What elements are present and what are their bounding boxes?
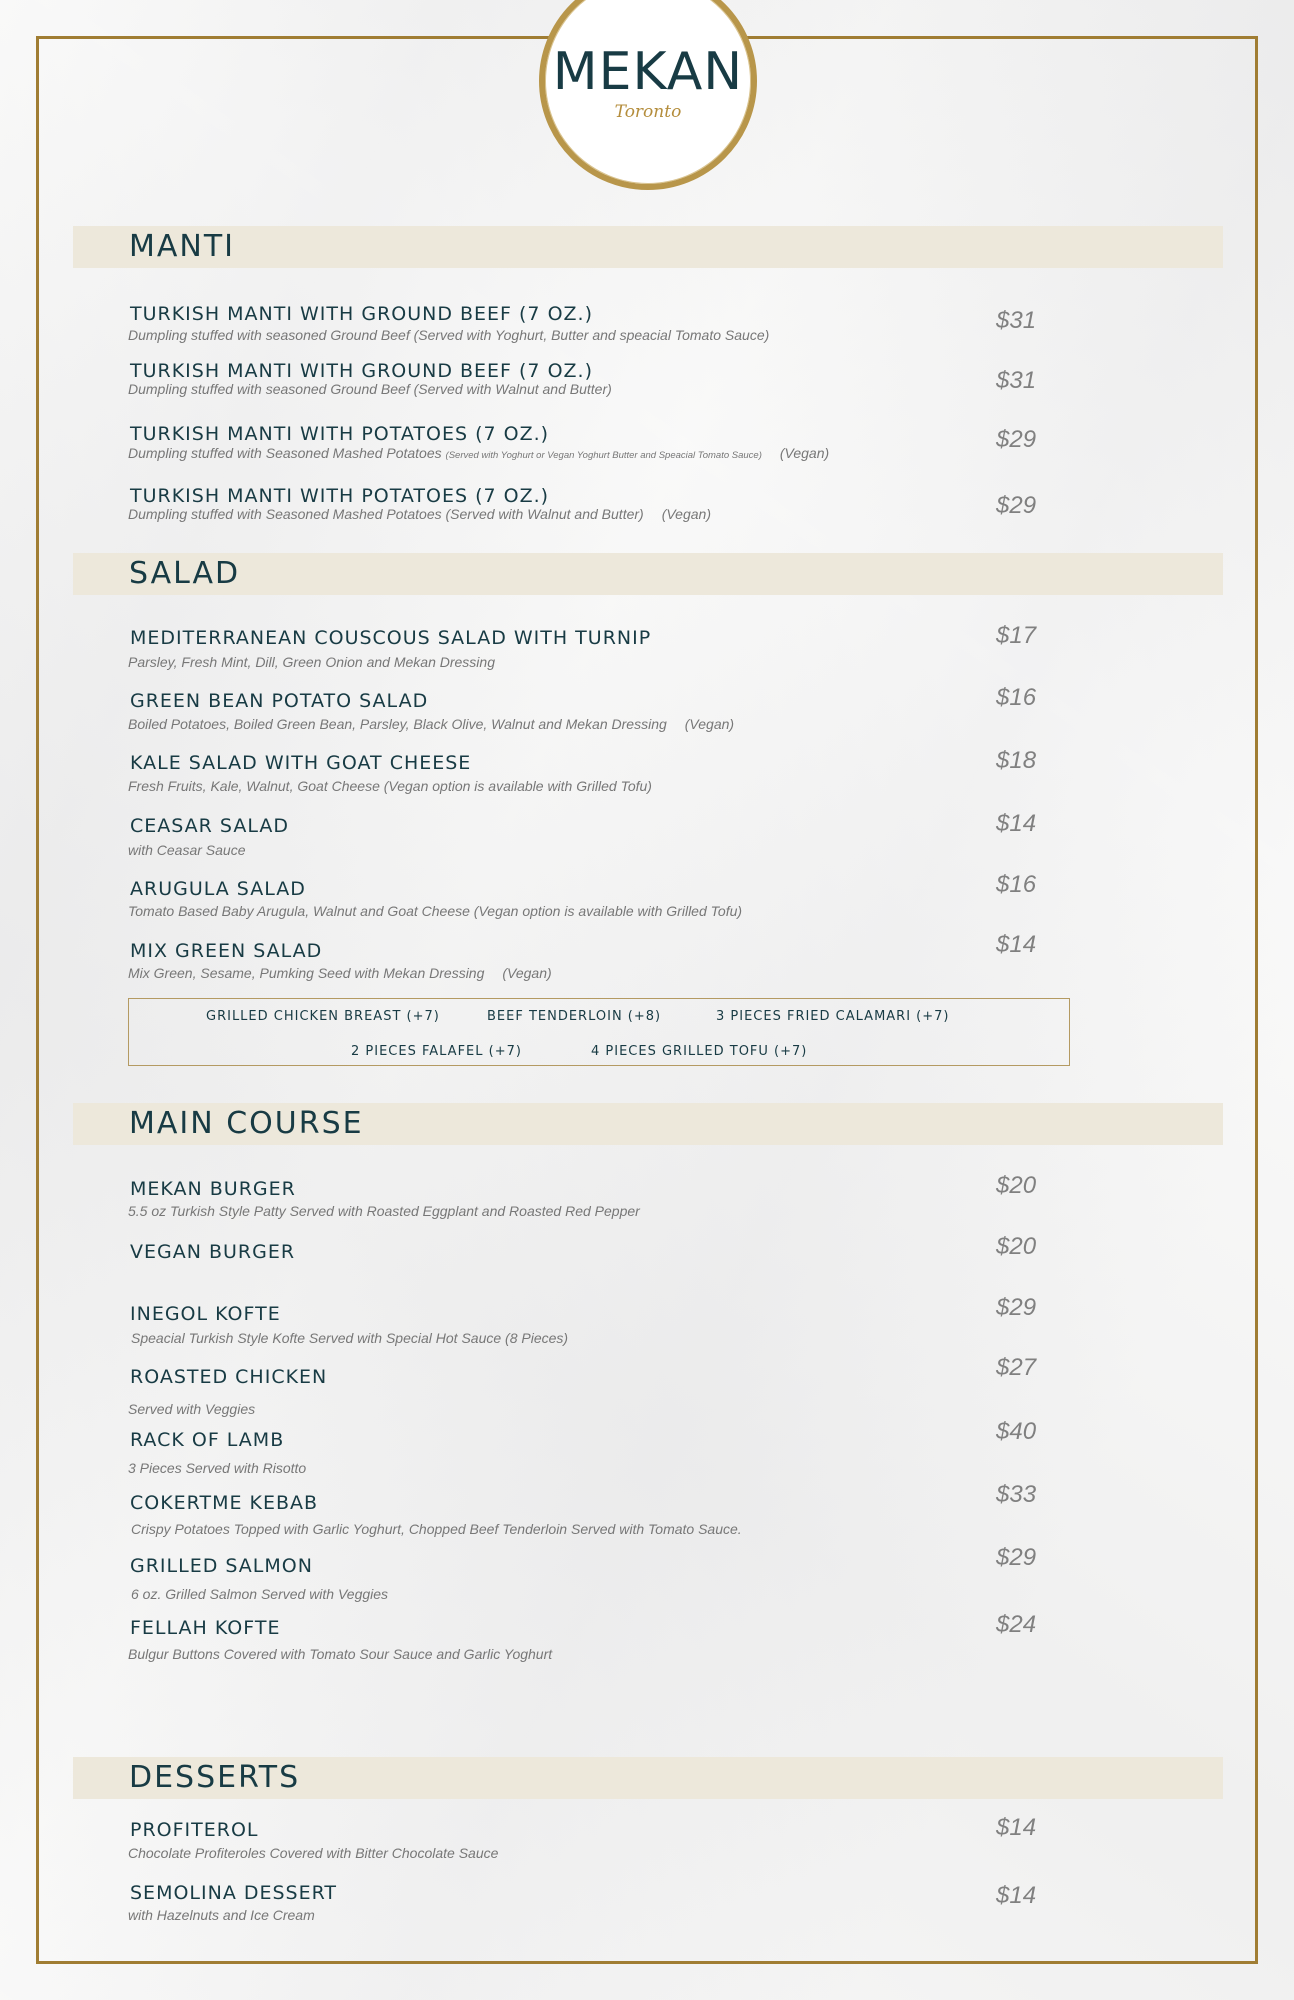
item-name: TURKISH MANTI WITH POTATOES (7 OZ.) — [130, 485, 550, 507]
item-description-main: Dumpling stuffed with Seasoned Mashed Potatoes (Served with Walnut and Butter) — [128, 506, 644, 522]
section-title: SALAD — [129, 556, 241, 591]
section-title: MAIN COURSE — [129, 1106, 364, 1141]
vegan-tag: (Vegan) — [684, 716, 735, 732]
item-name: GREEN BEAN POTATO SALAD — [130, 690, 429, 712]
item-name: MIX GREEN SALAD — [130, 940, 323, 962]
item-description — [128, 716, 734, 732]
item-price: $29 — [996, 492, 1037, 519]
addon-option: 3 PIECES FRIED CALAMARI (+7) — [716, 1009, 950, 1024]
vegan-tag: (Vegan) — [779, 445, 830, 461]
item-description: Dumpling stuffed with seasoned Ground Beef (Served with Yoghurt, Butter and speacial Tomato Sauce) — [128, 327, 770, 343]
item-name: ARUGULA SALAD — [130, 878, 306, 900]
item-price: $27 — [996, 1354, 1037, 1381]
item-price: $24 — [996, 1611, 1037, 1638]
item-price: $14 — [996, 1882, 1037, 1909]
addon-option: GRILLED CHICKEN BREAST (+7) — [206, 1009, 440, 1024]
section-title: DESSERTS — [129, 1760, 301, 1795]
item-price: $20 — [996, 1233, 1037, 1260]
item-price: $14 — [996, 931, 1037, 958]
item-description-main: Dumpling stuffed with Seasoned Mashed Potatoes — [128, 445, 442, 461]
item-name: MEKAN BURGER — [130, 1178, 296, 1200]
item-description: with Hazelnuts and Ice Cream — [128, 1907, 315, 1923]
item-name: ROASTED CHICKEN — [130, 1366, 328, 1388]
addon-option: 4 PIECES GRILLED TOFU (+7) — [591, 1044, 808, 1059]
item-description: 6 oz. Grilled Salmon Served with Veggies — [131, 1586, 389, 1602]
item-name: VEGAN BURGER — [130, 1241, 296, 1263]
item-description: Chocolate Profiteroles Covered with Bitter Chocolate Sauce — [128, 1845, 499, 1861]
item-description-main: Mix Green, Sesame, Pumking Seed with Mekan Dressing — [128, 965, 485, 981]
item-name: TURKISH MANTI WITH POTATOES (7 OZ.) — [130, 423, 550, 445]
restaurant-name: MEKAN — [552, 42, 744, 102]
item-description: Parsley, Fresh Mint, Dill, Green Onion and Mekan Dressing — [128, 654, 495, 670]
item-description — [128, 445, 829, 464]
item-description: 3 Pieces Served with Risotto — [128, 1460, 307, 1476]
section-header-main-course — [73, 1103, 1223, 1145]
section-header-manti — [73, 226, 1223, 268]
item-description: Crispy Potatoes Topped with Garlic Yoghurt, Chopped Beef Tenderloin Served with Tomato Sauce. — [131, 1521, 742, 1537]
item-name: SEMOLINA DESSERT — [130, 1882, 338, 1904]
item-description-main: Boiled Potatoes, Boiled Green Bean, Parsley, Black Olive, Walnut and Mekan Dressing — [128, 716, 667, 732]
item-name: FELLAH KOFTE — [130, 1617, 281, 1639]
section-header-salad — [73, 553, 1223, 595]
item-description: Bulgur Buttons Covered with Tomato Sour Sauce and Garlic Yoghurt — [128, 1646, 553, 1662]
item-name: MEDITERRANEAN COUSCOUS SALAD WITH TURNIP — [130, 627, 652, 649]
section-header-desserts — [73, 1757, 1223, 1799]
item-price: $20 — [996, 1172, 1037, 1199]
vegan-tag: (Vegan) — [502, 965, 552, 981]
logo — [539, 0, 757, 190]
item-description-note: (Served with Yoghurt or Vegan Yoghurt Butter and Speacial Tomato Sauce) — [445, 450, 762, 461]
item-name: TURKISH MANTI WITH GROUND BEEF (7 OZ.) — [130, 303, 593, 325]
item-description: Dumpling stuffed with seasoned Ground Beef (Served with Walnut and Butter) — [128, 381, 612, 397]
item-price: $14 — [996, 1814, 1037, 1841]
item-name: INEGOL KOFTE — [130, 1303, 281, 1325]
item-price: $40 — [996, 1418, 1037, 1445]
item-price: $29 — [996, 1294, 1037, 1321]
item-description: Served with Veggies — [128, 1401, 256, 1417]
restaurant-city: Toronto — [614, 102, 682, 122]
salad-addons-box — [128, 998, 1070, 1066]
item-name: KALE SALAD WITH GOAT CHEESE — [130, 752, 472, 774]
item-description — [128, 965, 552, 981]
item-price: $33 — [996, 1481, 1037, 1508]
item-price: $16 — [996, 871, 1037, 898]
addon-option: 2 PIECES FALAFEL (+7) — [351, 1044, 522, 1059]
item-description: Tomato Based Baby Arugula, Walnut and Goat Cheese (Vegan option is available with Grilled Tofu) — [128, 903, 743, 919]
item-description — [128, 506, 711, 522]
item-name: GRILLED SALMON — [130, 1555, 313, 1577]
item-description: with Ceasar Sauce — [128, 842, 246, 858]
vegan-tag: (Vegan) — [661, 506, 711, 522]
item-name: CEASAR SALAD — [130, 815, 289, 837]
item-price: $16 — [996, 684, 1037, 711]
item-price: $29 — [996, 1544, 1037, 1571]
item-price: $17 — [996, 622, 1037, 649]
item-description: Fresh Fruits, Kale, Walnut, Goat Cheese (Vegan option is available with Grilled Tofu) — [128, 778, 652, 794]
item-name: PROFITEROL — [130, 1819, 259, 1841]
item-price: $14 — [996, 810, 1037, 837]
addon-option: BEEF TENDERLOIN (+8) — [487, 1009, 662, 1024]
item-name: RACK OF LAMB — [130, 1429, 285, 1451]
item-name: TURKISH MANTI WITH GROUND BEEF (7 OZ.) — [130, 360, 593, 382]
item-description: 5.5 oz Turkish Style Patty Served with Roasted Eggplant and Roasted Red Pepper — [128, 1203, 640, 1219]
item-price: $31 — [996, 367, 1037, 394]
item-price: $31 — [996, 307, 1037, 334]
item-price: $29 — [996, 426, 1037, 453]
section-title: MANTI — [129, 229, 236, 264]
item-description: Speacial Turkish Style Kofte Served with Special Hot Sauce (8 Pieces) — [131, 1330, 569, 1346]
item-price: $18 — [996, 747, 1037, 774]
item-name: COKERTME KEBAB — [130, 1492, 319, 1514]
